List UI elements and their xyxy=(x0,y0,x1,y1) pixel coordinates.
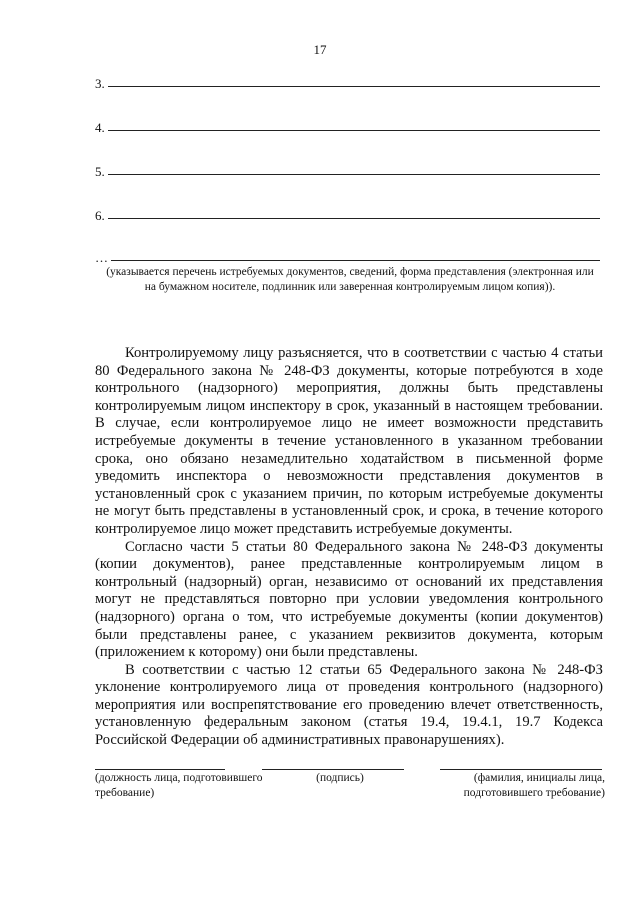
paragraph: Согласно части 5 статьи 80 Федерального закона № 248-ФЗ документы (копии документов), ранее представленные контролируемым лицом в контрольный (надзорный) орган, независимо от оснований их представления могут не представляться повторно при условии уведомления контрольного (надзорного) органа о том, что истребуемые документы (копии документов) были представлены ранее, с указанием реквизитов документа, которым (приложением к которому) они были представлены. xyxy=(95,538,603,661)
position-signature-line xyxy=(95,768,225,770)
list-line-number: … xyxy=(95,250,108,265)
list-hint: (указывается перечень истребуемых документов, сведений, форма представления (электронная или на бумажном носителе, подлинник или заверенная контролируемым лицом копия)). xyxy=(106,266,594,293)
paragraph: В соответствии с частью 12 статьи 65 Федерального закона № 248-ФЗ уклонение контролируемого лица от проведения контрольного (надзорного) мероприятия или воспрепятствование его проведению влечет ответственность, установленную федеральным законом (статья 19.4, 19.4.1, 19.7 Кодекса Российской Федерации об административных правонарушениях). xyxy=(95,661,603,749)
explanation-text xyxy=(95,345,603,750)
list-line-5 xyxy=(95,162,600,178)
blank-rule xyxy=(108,85,600,87)
list-line-6 xyxy=(95,206,600,222)
list-line-number: 5. xyxy=(95,164,105,179)
sign-signature-line xyxy=(262,768,404,770)
page-number: 17 xyxy=(313,42,327,57)
sign-label: (подпись) xyxy=(316,772,364,784)
position-label: (должность лица, подготовившего требование) xyxy=(95,772,263,799)
blank-rule xyxy=(108,129,600,131)
blank-rule xyxy=(108,217,600,219)
list-line-more xyxy=(95,248,600,264)
paragraph: Контролируемому лицу разъясняется, что в соответствии с частью 4 статьи 80 Федерального закона № 248-ФЗ документы, которые потребуются в ходе контрольного (надзорного) мероприятия, должны быть представлены контролируемым лицом инспектору в срок, указанный в настоящем требовании. В случае, если контролируемое лицо не имеет возможности представить истребуемые документы в течение установленного в указанном требовании срока, оно обязано незамедлительно ходатайством в письменной форме уведомить инспектора о невозможности представления документов в установленный срок с указанием причин, по которым истребуемые документы не могут быть представлены в установленный срок, и срока, в течение которого контролируемое лицо может представить истребуемые документы. xyxy=(95,345,603,537)
list-line-4 xyxy=(95,118,600,134)
blank-rule xyxy=(108,173,600,175)
list-line-number: 6. xyxy=(95,208,105,223)
name-signature-line xyxy=(440,768,602,770)
list-line-number: 3. xyxy=(95,76,105,91)
list-line-3 xyxy=(95,74,600,90)
blank-rule xyxy=(111,259,600,261)
list-line-number: 4. xyxy=(95,120,105,135)
name-label: (фамилия, инициалы лица, подготовившего требование) xyxy=(463,772,605,799)
